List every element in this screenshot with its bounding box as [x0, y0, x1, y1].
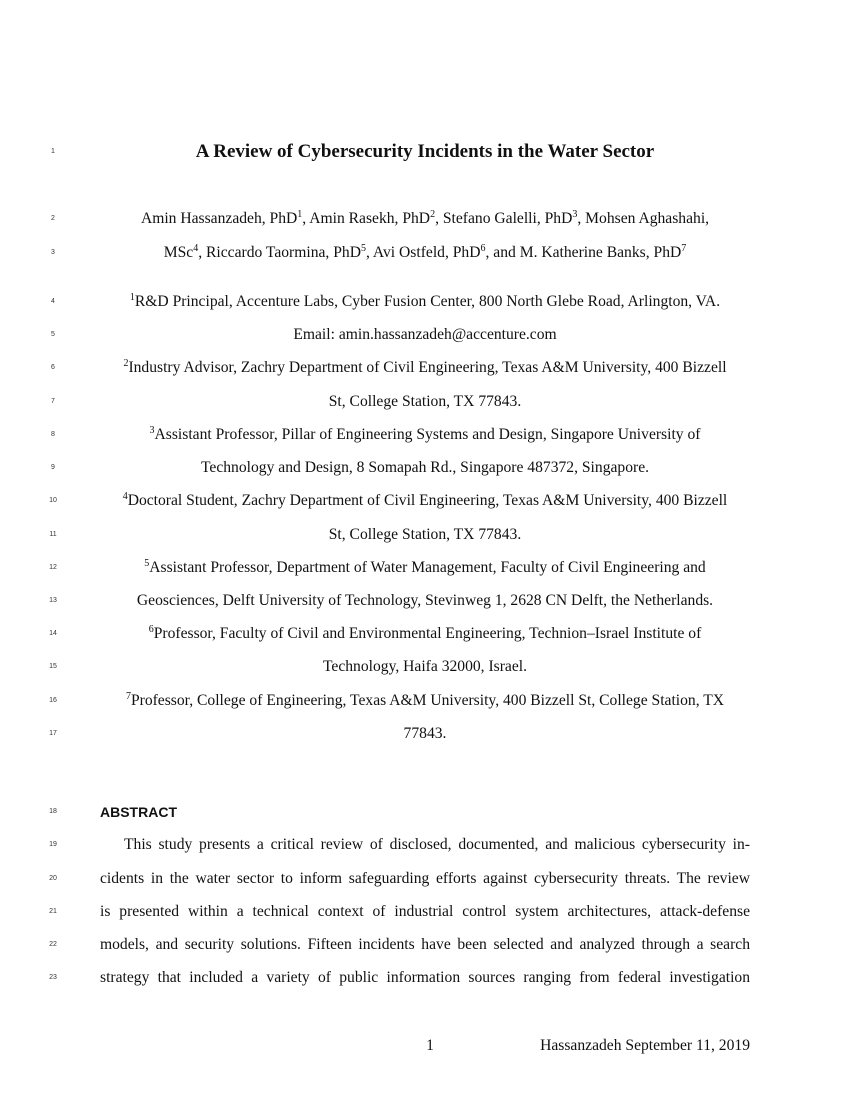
affiliation-row [0, 553, 850, 583]
abstract-line: strategy that included a variety of public information sources ranging from federal investigation [100, 969, 750, 986]
affiliation-line [100, 619, 750, 649]
abstract-row [0, 897, 850, 927]
author-name: Amin Hassanzadeh, PhD [140, 210, 298, 227]
affiliation-row [0, 353, 850, 383]
author-name: Stefano Galelli, PhD [442, 210, 573, 227]
line-number: 15 [49, 663, 57, 670]
affiliation-row [0, 686, 850, 716]
line-number: 11 [49, 531, 57, 538]
authors-line-1 [100, 204, 750, 234]
author-separator: , [198, 244, 206, 261]
line-number: 8 [51, 431, 55, 438]
author-affiliation-mark: 1 [297, 209, 303, 220]
affiliation-text: Industry Advisor, Zachry Department of Civil Engineering, Texas A&M University, 400 Bizzell [128, 359, 727, 376]
line-number: 6 [51, 364, 55, 371]
affiliation-row [0, 586, 850, 616]
line-number: 7 [51, 398, 55, 405]
affiliation-mark: 1 [129, 292, 135, 303]
authors-row [0, 238, 850, 268]
affiliation-row [0, 287, 850, 317]
affiliation-mark: 4 [122, 491, 128, 502]
affiliation-text: Technology, Haifa 32000, Israel. [322, 658, 527, 675]
author-name: MSc [163, 244, 194, 261]
running-head: Hassanzadeh September 11, 2019 [540, 1037, 750, 1054]
author-separator: , and [485, 244, 520, 261]
affiliation-line [100, 353, 750, 383]
line-number: 3 [51, 249, 55, 256]
abstract-row [0, 930, 850, 960]
affiliation-row [0, 320, 850, 350]
author-name: M. Katherine Banks, PhD [519, 244, 682, 261]
affiliation-mark: 2 [123, 358, 129, 369]
line-number: 10 [49, 497, 57, 504]
line-number: 9 [51, 464, 55, 471]
author-separator: , [435, 210, 443, 227]
authors-line-2 [100, 238, 750, 268]
affiliation-mark: 3 [149, 425, 155, 436]
line-number: 16 [49, 697, 57, 704]
author-name: Riccardo Taormina, PhD [206, 244, 361, 261]
abstract-heading-row [0, 797, 850, 827]
affiliation-text: R&D Principal, Accenture Labs, Cyber Fusion Center, 800 North Glebe Road, Arlington, VA. [134, 293, 721, 310]
affiliation-text: Assistant Professor, Department of Water Management, Faculty of Civil Engineering and [149, 559, 706, 576]
affiliation-text: Professor, College of Engineering, Texas A&M University, 400 Bizzell St, College Station, TX [130, 692, 725, 709]
abstract-row [0, 864, 850, 894]
paper-title: A Review of Cybersecurity Incidents in the Water Sector [195, 141, 655, 162]
author-affiliation-mark: 6 [480, 243, 486, 254]
affiliation-line [100, 686, 750, 716]
line-number: 13 [49, 597, 57, 604]
affiliation-text: Geosciences, Delft University of Technology, Stevinweg 1, 2628 CN Delft, the Netherlands. [136, 592, 714, 609]
author-affiliation-mark: 7 [681, 243, 687, 254]
affiliation-text: Doctoral Student, Zachry Department of Civil Engineering, Texas A&M University, 400 Bizzell [127, 492, 728, 509]
author-separator: , [365, 244, 373, 261]
author-separator: , [302, 210, 310, 227]
affiliation-text: Assistant Professor, Pillar of Engineering Systems and Design, Singapore University of [154, 426, 701, 443]
author-affiliation-mark: 3 [572, 209, 578, 220]
abstract-line: This study presents a critical review of disclosed, documented, and malicious cybersecurity in- [124, 836, 750, 853]
affiliation-text: Technology and Design, 8 Somapah Rd., Singapore 487372, Singapore. [200, 459, 650, 476]
page-number: 1 [426, 1037, 434, 1054]
affiliation-line [100, 420, 750, 450]
line-number: 18 [49, 808, 57, 815]
affiliation-line [100, 486, 750, 516]
author-name: Amin Rasekh, PhD [309, 210, 431, 227]
abstract-line: is presented within a technical context of industrial control system architectures, attack-defense [100, 903, 750, 920]
affiliation-email: Email: amin.hassanzadeh@accenture.com [293, 326, 557, 343]
line-number: 17 [49, 730, 57, 737]
author-affiliation-mark: 5 [360, 243, 366, 254]
affiliation-mark: 5 [144, 558, 150, 569]
affiliation-text: St, College Station, TX 77843. [328, 393, 522, 410]
author-affiliation-mark: 2 [430, 209, 436, 220]
affiliation-mark: 6 [148, 624, 154, 635]
line-number: 21 [49, 908, 57, 915]
title-row [0, 137, 850, 167]
abstract-row [0, 963, 850, 993]
affiliation-row [0, 719, 850, 749]
line-number: 23 [49, 974, 57, 981]
affiliation-mark: 7 [125, 691, 131, 702]
authors-row [0, 204, 850, 234]
author-affiliation-mark: 4 [193, 243, 199, 254]
affiliation-text: Professor, Faculty of Civil and Environmental Engineering, Technion–Israel Institute of [153, 625, 702, 642]
abstract-line: cidents in the water sector to inform safeguarding efforts against cybersecurity threats. The review [100, 870, 750, 887]
affiliation-row [0, 387, 850, 417]
abstract-heading: ABSTRACT [100, 804, 177, 820]
affiliation-text: 77843. [403, 725, 447, 742]
line-number: 5 [51, 331, 55, 338]
line-number: 14 [49, 630, 57, 637]
author-separator: , Mohsen Aghashahi, [577, 210, 710, 227]
affiliation-row [0, 453, 850, 483]
line-number: 19 [49, 841, 57, 848]
author-name: Avi Ostfeld, PhD [372, 244, 481, 261]
line-number: 20 [49, 875, 57, 882]
abstract-row [0, 830, 850, 860]
affiliation-line [100, 287, 750, 317]
affiliation-line [100, 553, 750, 583]
affiliation-row [0, 652, 850, 682]
affiliation-row [0, 420, 850, 450]
line-number: 2 [51, 215, 55, 222]
affiliation-row [0, 520, 850, 550]
affiliation-row [0, 619, 850, 649]
line-number: 22 [49, 941, 57, 948]
line-number: 1 [51, 148, 55, 155]
line-number: 4 [51, 298, 55, 305]
line-number: 12 [49, 564, 57, 571]
affiliation-text: St, College Station, TX 77843. [328, 526, 522, 543]
abstract-line: models, and security solutions. Fifteen incidents have been selected and analyzed through a search [100, 936, 750, 953]
affiliation-row [0, 486, 850, 516]
page-footer [0, 1031, 850, 1061]
